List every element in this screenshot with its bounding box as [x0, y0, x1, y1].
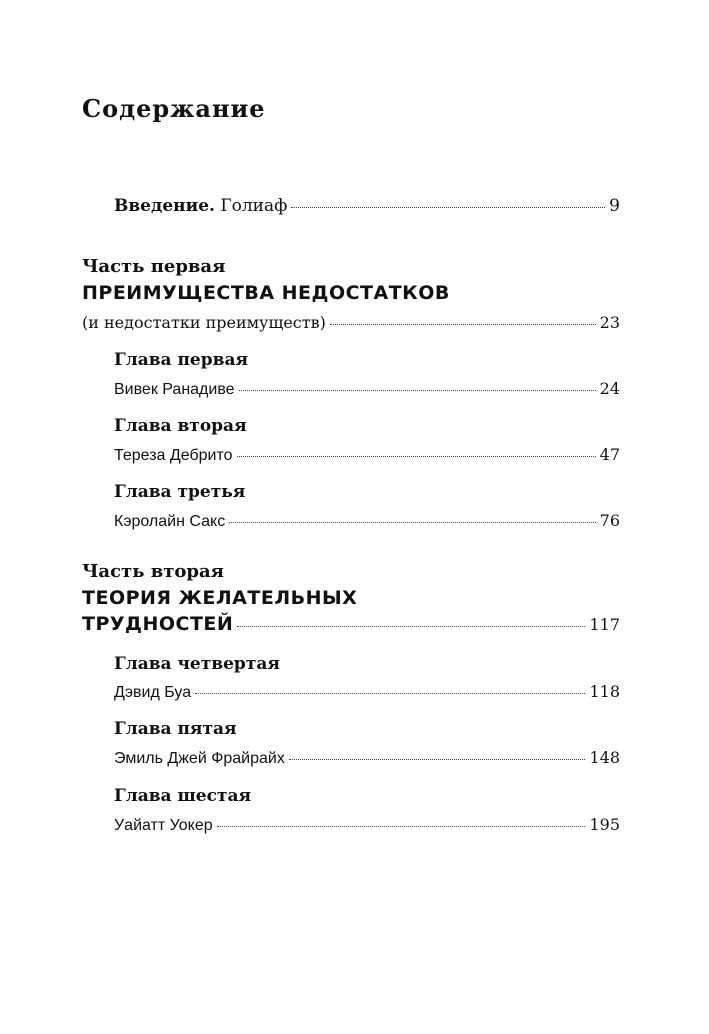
dot-leader: [289, 759, 586, 760]
toc-entry-part-subtitle: [82, 313, 620, 332]
page-number: 195: [589, 815, 620, 834]
page-number: 9: [609, 196, 620, 216]
part-title-line2: ТРУДНОСТЕЙ: [82, 613, 234, 635]
dot-leader: [229, 522, 595, 523]
chapter-name: Тереза Дебрито: [114, 447, 233, 464]
page-number: 148: [589, 748, 620, 767]
chapter-name: Кэролайн Сакс: [114, 513, 226, 530]
toc-entry-chapter: [114, 682, 620, 702]
dot-leader: [330, 324, 596, 325]
toc-entry-part-title: [82, 613, 620, 635]
toc-entry-chapter: [114, 748, 620, 768]
toc-entry-chapter: [114, 379, 620, 399]
page-number: 47: [599, 445, 620, 464]
toc-entry-label: [114, 196, 287, 216]
dot-leader: [239, 390, 596, 391]
page-number: 24: [599, 379, 620, 398]
chapter-heading: Глава шестая: [114, 786, 252, 806]
dot-leader: [217, 826, 586, 827]
toc-entry-chapter: [114, 511, 620, 531]
part-subtitle: (и недостатки преимуществ): [82, 313, 326, 332]
dot-leader: [237, 626, 585, 627]
page-number: 117: [589, 615, 620, 634]
part-title: ПРЕИМУЩЕСТВА НЕДОСТАТКОВ: [82, 282, 450, 304]
toc-entry-intro: [114, 196, 620, 216]
part-heading: Часть первая: [82, 256, 226, 277]
dot-leader: [195, 693, 585, 694]
chapter-name: Дэвид Буа: [114, 684, 192, 701]
chapter-heading: Глава четвертая: [114, 654, 280, 674]
toc-entry-chapter: [114, 445, 620, 465]
dot-leader: [291, 207, 605, 208]
intro-label-rest: Голиаф: [214, 196, 288, 216]
part-heading: Часть вторая: [82, 561, 224, 582]
page-title: Содержание: [82, 94, 266, 123]
chapter-name: Вивек Ранадиве: [114, 381, 235, 398]
toc-entry-chapter: [114, 815, 620, 835]
chapter-name: Уайатт Уокер: [114, 817, 213, 834]
chapter-heading: Глава пятая: [114, 719, 237, 739]
intro-label-bold: Введение.: [114, 196, 215, 216]
page-number: 23: [599, 313, 620, 332]
chapter-heading: Глава первая: [114, 350, 249, 370]
chapter-heading: Глава вторая: [114, 416, 247, 436]
chapter-name: Эмиль Джей Фрайрайх: [114, 750, 285, 767]
chapter-heading: Глава третья: [114, 482, 246, 502]
part-title: ТЕОРИЯ ЖЕЛАТЕЛЬНЫХ: [82, 587, 358, 609]
page-number: 118: [589, 682, 620, 701]
dot-leader: [237, 456, 596, 457]
page-number: 76: [599, 511, 620, 530]
